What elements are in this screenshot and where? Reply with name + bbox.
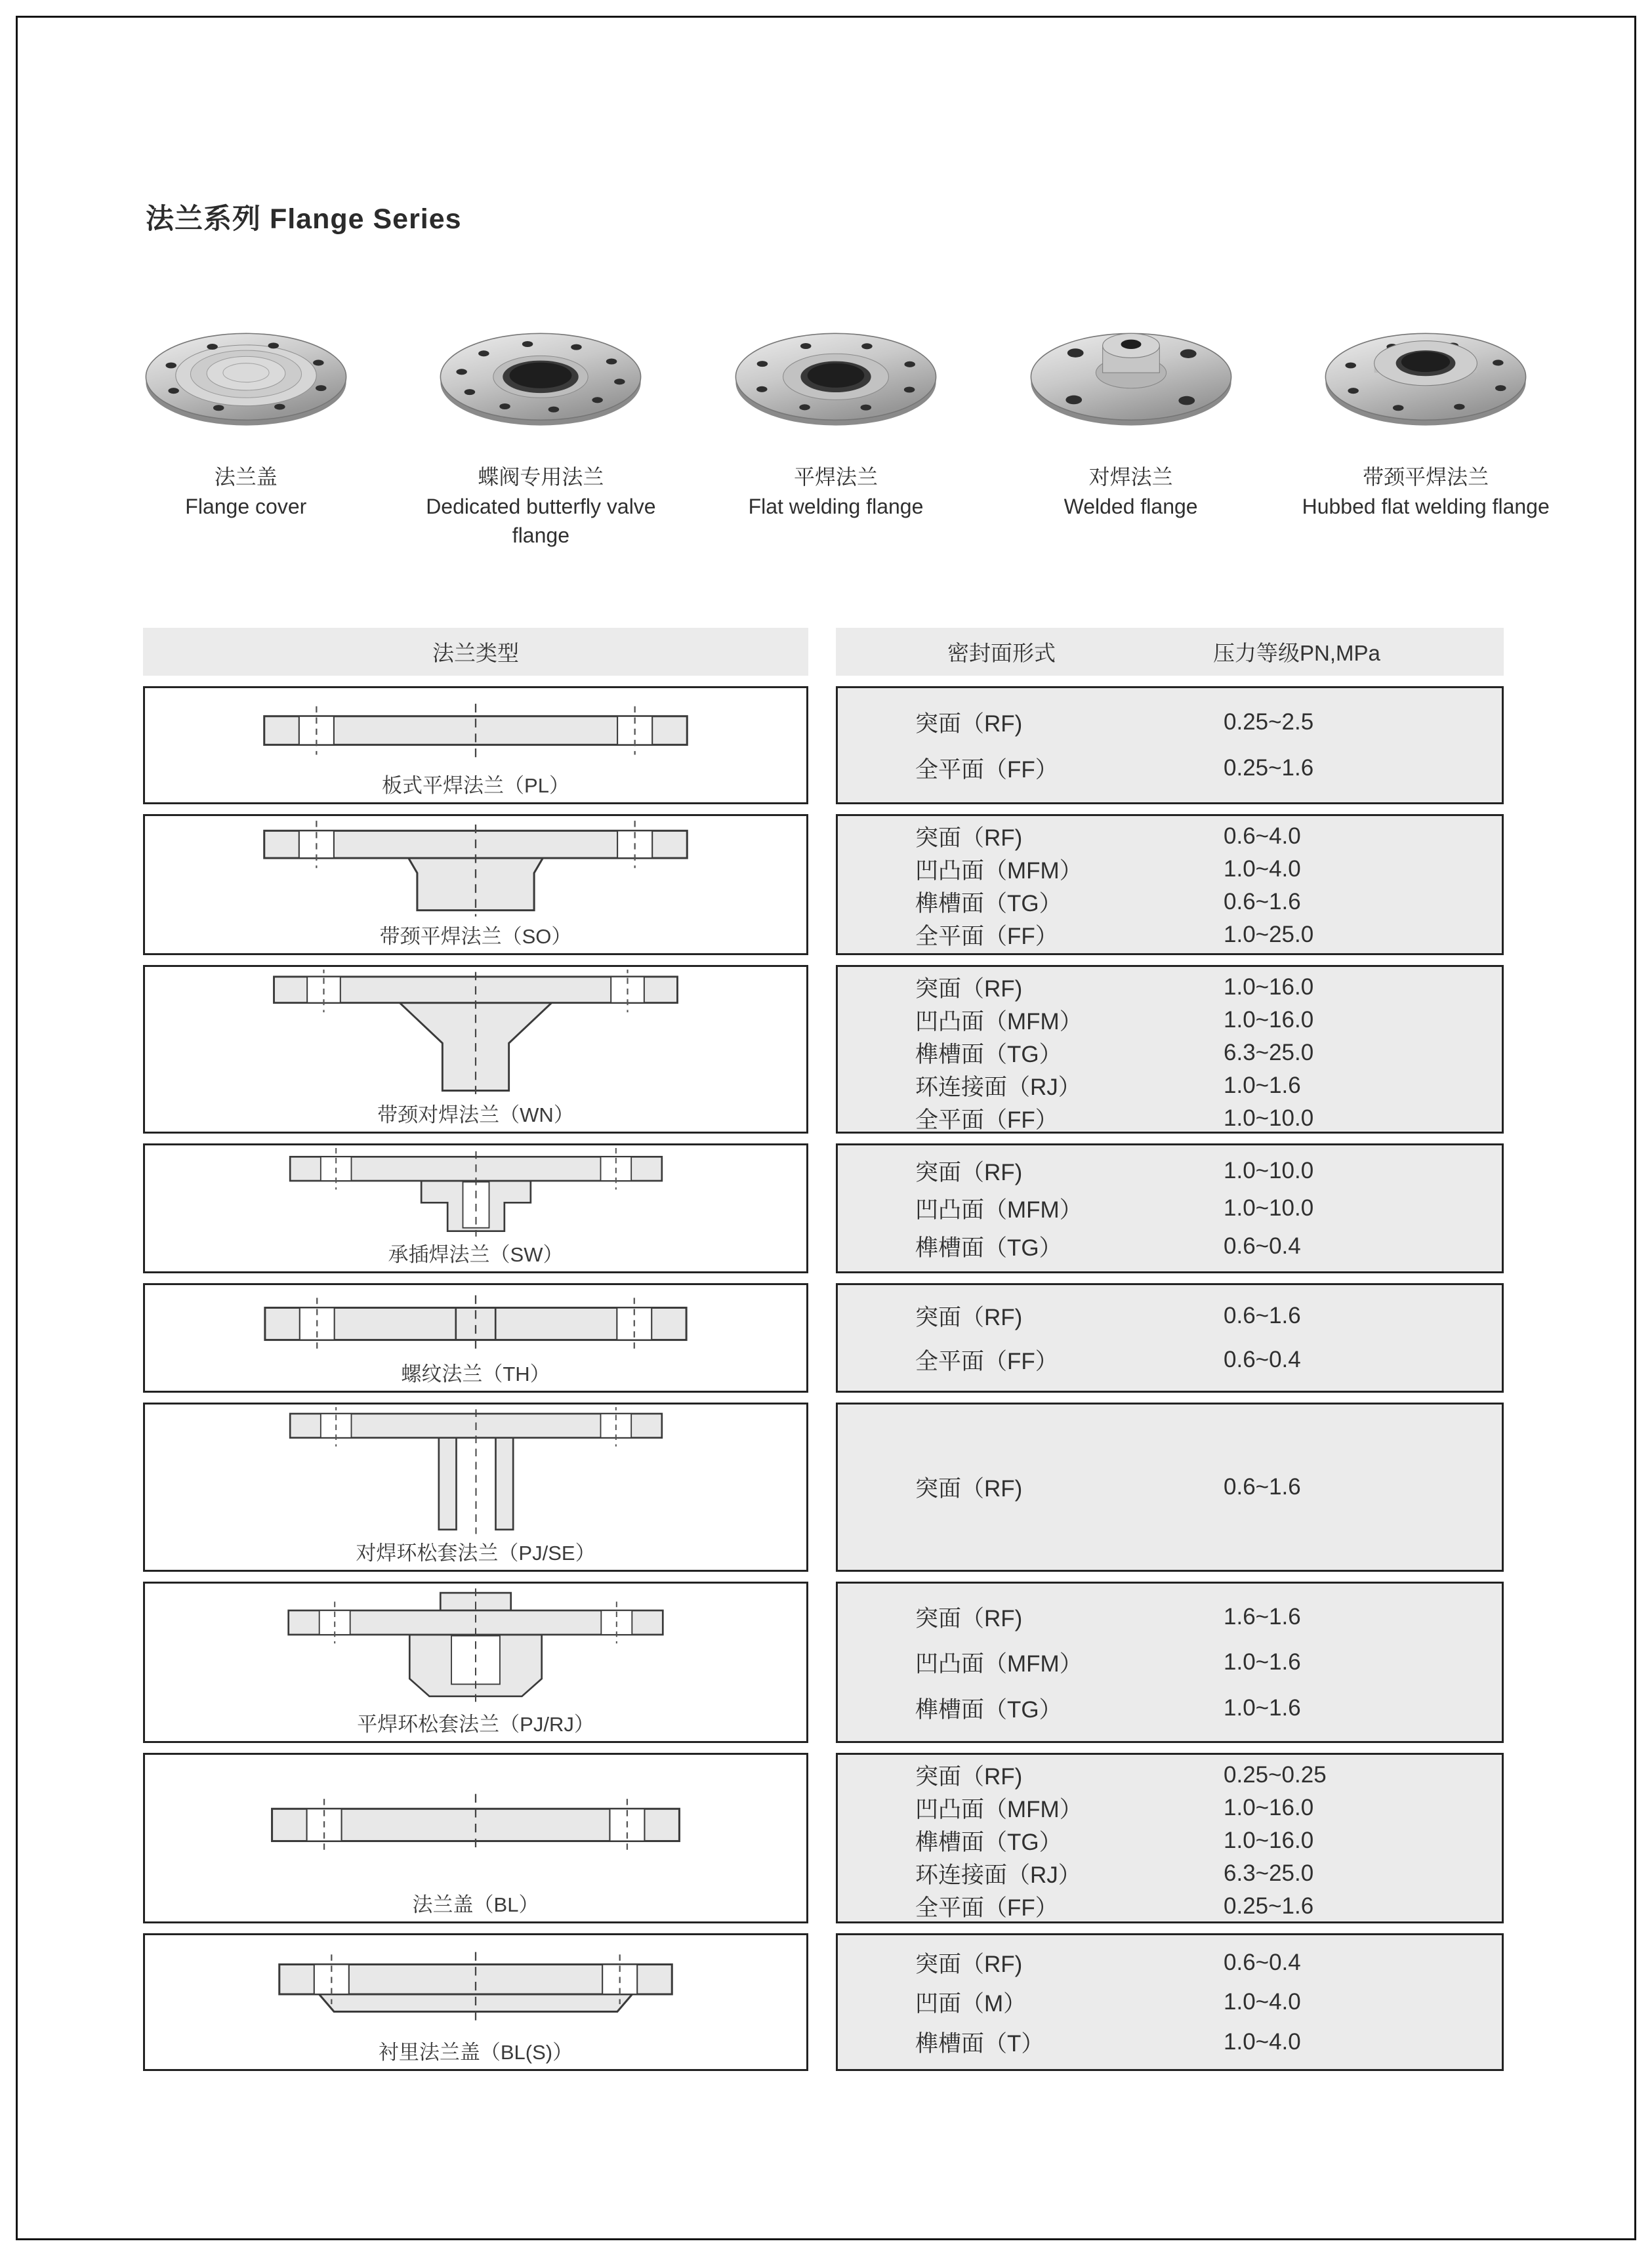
- flange-diagram: [145, 1405, 806, 1538]
- flange-diagram: [145, 1584, 806, 1710]
- pressure-value: 1.0~25.0: [1224, 922, 1314, 947]
- diagram-caption: 承插焊法兰（SW）: [388, 1243, 564, 1266]
- table-row: [143, 965, 1504, 1134]
- flange-type-cell: [143, 1283, 808, 1393]
- seal-entry: [915, 1601, 1502, 1633]
- header-flange-type-label: 法兰类型: [432, 641, 519, 665]
- page-title: 法兰系列 Flange Series: [146, 203, 462, 235]
- seal-entry: [915, 1004, 1502, 1036]
- flange-diagram: [145, 1935, 806, 2038]
- table-row: [143, 686, 1504, 804]
- seal-entry: [915, 1343, 1502, 1376]
- flange-diagram: [145, 967, 806, 1100]
- diagram-caption: 平焊环松套法兰（PJ/RJ）: [357, 1713, 594, 1736]
- photo-caption-en: Hubbed flat welding flange: [1302, 495, 1550, 518]
- pressure-value: 1.0~4.0: [1224, 856, 1301, 882]
- seal-pressure-cell: [836, 1403, 1504, 1572]
- seal-pressure-cell: [836, 1753, 1504, 1923]
- seal-entry: [915, 1471, 1502, 1504]
- seal-entry: [915, 886, 1502, 918]
- seal-face-label: 突面（RF): [915, 1605, 1023, 1631]
- flange-photo: [138, 303, 354, 455]
- seal-entry: [915, 1759, 1502, 1792]
- flange-type-cell: [143, 1753, 808, 1923]
- seal-face-label: 突面（RF): [915, 710, 1023, 737]
- flange-type-cell: [143, 965, 808, 1134]
- seal-face-label: 全平面（FF）: [915, 924, 1058, 949]
- seal-face-label: 榫槽面（TG）: [915, 1696, 1062, 1723]
- pressure-value: 6.3~25.0: [1224, 1860, 1314, 1886]
- flange-type-cell: [143, 686, 808, 804]
- flange-type-cell: [143, 1582, 808, 1743]
- pressure-value: 0.25~1.6: [1224, 1893, 1314, 1919]
- flange-photo: [432, 303, 649, 455]
- pressure-value: 1.6~1.6: [1224, 1603, 1301, 1630]
- pressure-value: 1.0~1.6: [1224, 1694, 1301, 1721]
- diagram-caption: 对焊环松套法兰（PJ/SE）: [356, 1542, 596, 1565]
- flange-table: [143, 686, 1504, 2071]
- table-row: [143, 1403, 1504, 1572]
- pressure-value: 1.0~10.0: [1224, 1105, 1314, 1131]
- seal-face-label: 环连接面（RJ）: [915, 1075, 1081, 1100]
- pressure-value: 1.0~10.0: [1224, 1195, 1314, 1221]
- pressure-value: 0.25~0.25: [1224, 1762, 1327, 1788]
- pressure-value: 0.6~0.4: [1224, 1233, 1301, 1259]
- seal-face-label: 凹凸面（MFM）: [915, 1009, 1083, 1035]
- seal-entry: [915, 2026, 1502, 2059]
- table-row: [143, 1582, 1504, 1743]
- photo-caption-en: Welded flange: [1063, 495, 1198, 518]
- seal-pressure-cell: [836, 1933, 1504, 2071]
- flange-diagram: [145, 1145, 806, 1240]
- seal-entry: [915, 1824, 1502, 1857]
- seal-face-label: 凹凸面（MFM）: [915, 858, 1083, 884]
- seal-entry: [915, 1692, 1502, 1725]
- flange-type-cell: [143, 1143, 808, 1273]
- seal-face-label: 榫槽面（TG）: [915, 891, 1062, 916]
- pressure-value: 0.6~0.4: [1224, 1949, 1301, 1975]
- diagram-caption: 法兰盖（BL）: [412, 1893, 539, 1916]
- seal-entry: [915, 1155, 1502, 1187]
- seal-pressure-cell: [836, 965, 1504, 1134]
- diagram-caption: 板式平焊法兰（PL）: [382, 774, 569, 797]
- table-row: [143, 1933, 1504, 2071]
- pressure-value: 0.6~1.6: [1224, 1303, 1301, 1329]
- seal-entry: [915, 918, 1502, 951]
- seal-entry: [915, 853, 1502, 886]
- pressure-value: 0.25~2.5: [1224, 708, 1314, 735]
- seal-face-label: 凹凸面（MFM）: [915, 1797, 1083, 1822]
- pressure-value: 0.25~1.6: [1224, 755, 1314, 781]
- flange-photo: [1023, 303, 1239, 455]
- diagram-caption: 带颈对焊法兰（WN）: [377, 1103, 574, 1126]
- photo-caption-zh: 对焊法兰: [1088, 465, 1173, 489]
- flange-photo-item: [1278, 303, 1573, 550]
- pressure-value: 1.0~16.0: [1224, 974, 1314, 1000]
- seal-entry: [915, 1192, 1502, 1225]
- pressure-value: 1.0~16.0: [1224, 1795, 1314, 1820]
- seal-face-label: 突面（RF): [915, 976, 1023, 1002]
- seal-entry: [915, 1986, 1502, 2019]
- pressure-value: 1.0~4.0: [1224, 1989, 1301, 2015]
- pressure-value: 1.0~4.0: [1224, 2028, 1301, 2055]
- pressure-value: 6.3~25.0: [1224, 1040, 1314, 1065]
- seal-entry: [915, 1230, 1502, 1263]
- seal-face-label: 突面（RF): [915, 1305, 1023, 1331]
- pressure-value: 1.0~1.6: [1224, 1073, 1301, 1098]
- flange-type-cell: [143, 1403, 808, 1572]
- seal-face-label: 凹凸面（MFM）: [915, 1197, 1083, 1223]
- seal-face-label: 全平面（FF）: [915, 1348, 1058, 1374]
- seal-face-label: 榫槽面（TG）: [915, 1042, 1062, 1067]
- seal-entry: [915, 1102, 1502, 1135]
- pressure-value: 0.6~1.6: [1224, 889, 1301, 914]
- seal-entry: [915, 752, 1502, 785]
- photo-caption-en: Flat welding flange: [748, 495, 924, 518]
- seal-entry: [915, 1646, 1502, 1679]
- flange-photo-item: [983, 303, 1279, 550]
- seal-pressure-cell: [836, 814, 1504, 955]
- pressure-value: 1.0~16.0: [1224, 1007, 1314, 1033]
- header-seal-face-label: 密封面形式: [947, 641, 1056, 665]
- header-pressure-label: 压力等级PN,MPa: [1213, 641, 1380, 665]
- seal-entry: [915, 1946, 1502, 1979]
- flange-photo-item: [98, 303, 394, 550]
- seal-face-label: 全平面（FF）: [915, 1107, 1058, 1133]
- pressure-value: 0.6~0.4: [1224, 1346, 1301, 1372]
- seal-entry: [915, 1890, 1502, 1923]
- flange-diagram: [145, 1755, 806, 1890]
- flange-type-cell: [143, 1933, 808, 2071]
- pressure-value: 0.6~4.0: [1224, 823, 1301, 849]
- seal-face-label: 榫槽面（T）: [915, 2030, 1044, 2057]
- flange-photo-item: [394, 303, 689, 550]
- table-row: [143, 1143, 1504, 1273]
- seal-entry: [915, 971, 1502, 1004]
- seal-face-label: 凹凸面（MFM）: [915, 1651, 1083, 1677]
- seal-pressure-cell: [836, 686, 1504, 804]
- photo-caption-zh: 蝶阀专用法兰: [478, 465, 604, 489]
- header-seal-pressure: [836, 628, 1504, 676]
- header-flange-type: [143, 628, 808, 676]
- seal-entry: [915, 820, 1502, 853]
- photo-caption-zh: 平焊法兰: [793, 465, 878, 489]
- pressure-value: 0.6~1.6: [1224, 1474, 1301, 1500]
- seal-face-label: 榫槽面（TG）: [915, 1830, 1062, 1855]
- table-header-row: [143, 628, 1504, 676]
- seal-face-label: 凹面（M）: [915, 1991, 1027, 2017]
- photo-caption-en: Flange cover: [185, 495, 307, 518]
- seal-face-label: 全平面（FF）: [915, 757, 1058, 783]
- diagram-caption: 螺纹法兰（TH）: [401, 1363, 550, 1385]
- flange-photo: [1317, 303, 1534, 455]
- seal-face-label: 突面（RF): [915, 1951, 1023, 1977]
- seal-pressure-cell: [836, 1582, 1504, 1743]
- pressure-value: 1.0~16.0: [1224, 1828, 1314, 1853]
- flange-type-cell: [143, 814, 808, 955]
- seal-entry: [915, 1036, 1502, 1069]
- seal-face-label: 榫槽面（TG）: [915, 1235, 1062, 1261]
- seal-entry: [915, 1792, 1502, 1824]
- flange-photo-item: [688, 303, 983, 550]
- seal-face-label: 突面（RF): [915, 1476, 1023, 1502]
- seal-entry: [915, 1069, 1502, 1102]
- seal-face-label: 突面（RF): [915, 1159, 1023, 1185]
- seal-entry: [915, 706, 1502, 739]
- seal-pressure-cell: [836, 1143, 1504, 1273]
- seal-entry: [915, 1857, 1502, 1890]
- seal-face-label: 全平面（FF）: [915, 1895, 1058, 1921]
- flange-diagram: [145, 688, 806, 771]
- seal-pressure-cell: [836, 1283, 1504, 1393]
- table-row: [143, 1753, 1504, 1923]
- seal-face-label: 突面（RF): [915, 825, 1023, 851]
- pressure-value: 1.0~10.0: [1224, 1157, 1314, 1183]
- seal-face-label: 突面（RF): [915, 1764, 1023, 1790]
- photo-caption-zh: 带颈平焊法兰: [1363, 465, 1489, 489]
- diagram-caption: 带颈平焊法兰（SO）: [379, 925, 572, 948]
- table-row: [143, 1283, 1504, 1393]
- table-row: [143, 814, 1504, 955]
- flange-diagram: [145, 1285, 806, 1359]
- diagram-caption: 衬里法兰盖（BL(S)）: [378, 2041, 573, 2064]
- flange-photo: [728, 303, 944, 455]
- pressure-value: 1.0~1.6: [1224, 1649, 1301, 1675]
- seal-face-label: 环连接面（RJ）: [915, 1862, 1081, 1888]
- photo-caption-en: Dedicated butterfly valve flange: [426, 495, 656, 547]
- photo-caption-zh: 法兰盖: [214, 465, 278, 489]
- flange-diagram: [145, 816, 806, 922]
- flange-photo-gallery: [98, 303, 1573, 550]
- seal-entry: [915, 1300, 1502, 1332]
